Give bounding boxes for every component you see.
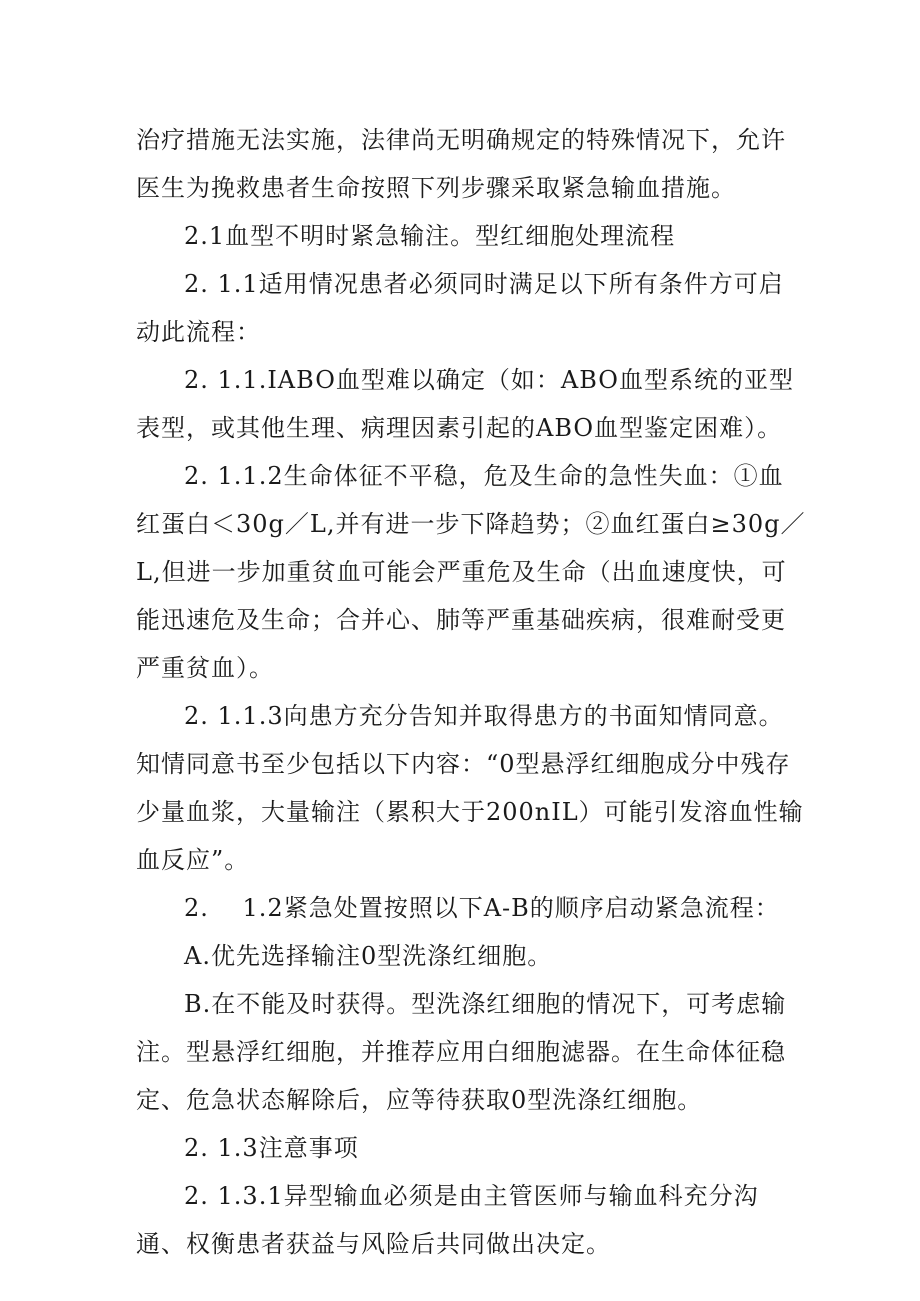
section-2-1-2: 2. 1.2紧急处置按照以下A-B的顺序启动紧急流程： [184, 894, 780, 922]
section-2-1-1: 2. 1.1适用情况患者必须同时满足以下所有条件方可启动此流程： [136, 270, 784, 346]
item-2-1-3-1: 2. 1.3.1异型输血必须是由主管医师与输血科充分沟通、权衡患者获益与风险后共同做出决定。 [136, 1182, 759, 1258]
document-body [136, 116, 806, 1268]
item-2-1-1-1: 2. 1.1.IABO血型难以确定（如：ABO血型系统的亚型表型，或其他生理、病理因素引起的ABO血型鉴定困难）。 [136, 366, 794, 442]
step-b: B.在不能及时获得。型洗涤红细胞的情况下，可考虑输注。型悬浮红细胞，并推荐应用白细胞滤器。在生命体征稳定、危急状态解除后，应等待获取0型洗涤红细胞。 [136, 990, 787, 1114]
item-2-1-1-2: 2. 1.1.2生命体征不平稳，危及生命的急性失血：①血红蛋白＜30g／L,并有进一步下降趋势；②血红蛋白≥30g／L,但进一步加重贫血可能会严重危及生命（出血速度快，可能迅速危及生命；合并心、肺等严重基础疾病，很难耐受更严重贫血）。 [136, 462, 806, 682]
item-2-1-1-3: 2. 1.1.3向患方充分告知并取得患方的书面知情同意。知情同意书至少包括以下内容：“0型悬浮红细胞成分中残存少量血浆，大量输注（累积大于200nIL）可能引发溶血性输血反应”。 [136, 702, 804, 874]
section-heading-2-1: 2.1血型不明时紧急输注。型红细胞处理流程 [184, 222, 676, 250]
step-a: A.优先选择输注0型洗涤红细胞。 [184, 942, 553, 970]
paragraph-continuation: 治疗措施无法实施，法律尚无明确规定的特殊情况下，允许医生为挽救患者生命按照下列步骤采取紧急输血措施。 [136, 126, 786, 202]
section-2-1-3: 2. 1.3注意事项 [184, 1134, 359, 1162]
